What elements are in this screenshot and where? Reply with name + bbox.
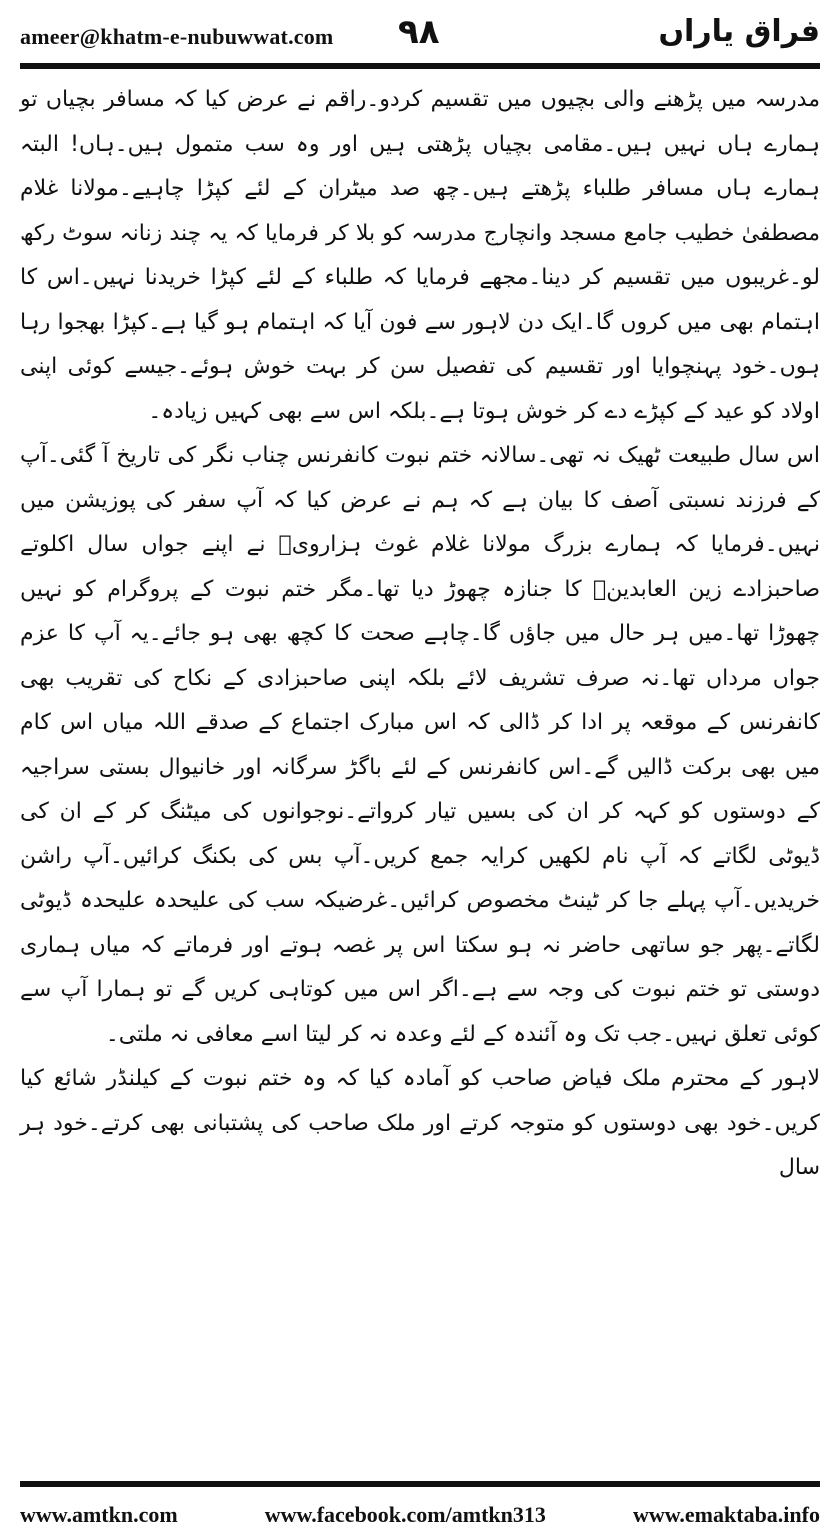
paragraph-3: لاہور کے محترم ملک فیاض صاحب کو آمادہ کیا کہ وہ ختم نبوت کے کیلنڈر شائع کیا کریں۔خود بھی دوستوں کو متوجہ کرتے اور ملک صاحب کی پشتبانی بھی کرتے۔خود ہر سال — [20, 1066, 820, 1180]
footer-link-facebook[interactable]: www.facebook.com/amtkn313 — [264, 1502, 546, 1527]
page-number: ۹۸ — [398, 12, 440, 52]
paragraph-1: مدرسہ میں پڑھنے والی بچیوں میں تقسیم کردو۔راقم نے عرض کیا کہ مسافر بچیاں تو ہمارے ہاں نہیں ہیں۔مقامی بچیاں پڑھتی ہیں اور وہ سب متمول ہیں۔ہاں! البتہ ہمارے ہاں مسافر طلباء پڑھتے ہیں۔چھ صد میٹران کے لئے کپڑا چاہیے۔مولانا غلام مصطفیٰ خطیب جامع مسجد وانچارج مدرسہ کو بلا کر فرمایا کہ یہ چند زنانہ سوٹ رکھ لو۔غریبوں میں تقسیم کر دینا۔مجھے فرمایا کہ طلباء کے لئے کپڑا خریدنا نہیں۔اس کا اہتمام بھی میں کروں گا۔ایک دن لاہور سے فون آیا کہ اہتمام ہو گیا ہے۔کپڑا بھجوا رہا ہوں۔خود پہنچوایا اور تقسیم کی تفصیل سن کر بہت خوش ہوئے۔جیسے کوئی اپنی اولاد کو عید کے کپڑے دے کر خوش ہوتا ہے۔بلکہ اس سے بھی کہیں زیادہ۔ — [20, 87, 820, 424]
footer-link-amtkn[interactable]: www.amtkn.com — [20, 1502, 178, 1527]
paragraph-2: اس سال طبیعت ٹھیک نہ تھی۔سالانہ ختم نبوت کانفرنس چناب نگر کی تاریخ آ گئی۔آپ کے فرزند نسبتی آصف کا بیان ہے کہ ہم نے عرض کیا کہ آپ سفر کی پوزیشن میں نہیں۔فرمایا کہ ہمارے بزرگ مولانا غلام غوث ہزارویؒ نے اپنے جواں سال اکلوتے صاحبزادے زین العابدینؒ کا جنازہ چھوڑ دیا تھا۔مگر ختم نبوت کے پروگرام کو نہیں چھوڑا تھا۔میں ہر حال میں جاؤں گا۔چاہے صحت کا کچھ بھی ہو جائے۔یہ آپ کا عزم جواں مرداں تھا۔نہ صرف تشریف لائے بلکہ اپنی صاحبزادی کے نکاح کی تقریب بھی کانفرنس کے موقعہ پر ادا کر ڈالی کہ اس مبارک اجتماع کے صدقے اللہ میاں اس کام میں بھی برکت ڈالیں گے۔اس کانفرنس کے لئے باگڑ سرگانہ اور خانیوال بستی سراجیہ کے دوستوں کو کہہ کر ان کی بسیں تیار کرواتے۔نوجوانوں کی میٹنگ کر کے ان کی ڈیوٹی لگاتے کہ آپ نام لکھیں کرایہ جمع کریں۔آپ بس کی بکنگ کرائیں۔آپ راشن خریدیں۔آپ پہلے جا کر ٹینٹ مخصوص کرائیں۔غرضیکہ سب کی علیحدہ علیحدہ ڈیوٹی لگاتے۔پھر جو ساتھی حاضر نہ ہو سکتا اس پر غصہ ہوتے اور فرماتے کہ میاں ہماری دوستی تو ختم نبوت کی وجہ سے ہے۔اگر اس میں کوتاہی کریں گے تو ہمارا آپ سے کوئی تعلق نہیں۔جب تک وہ آئندہ کے لئے وعدہ نہ کر لیتا اسے معافی نہ ملتی۔ — [20, 443, 820, 1047]
body-text — [20, 78, 820, 1191]
header-email: ameer@khatm-e-nubuwwat.com — [20, 24, 334, 49]
book-title: فراق یاراں — [658, 14, 820, 49]
footer-divider — [20, 1481, 820, 1487]
footer-link-emaktaba[interactable]: www.emaktaba.info — [632, 1502, 820, 1527]
page-header — [0, 0, 840, 62]
page-footer — [20, 1502, 820, 1532]
header-divider — [20, 63, 820, 69]
